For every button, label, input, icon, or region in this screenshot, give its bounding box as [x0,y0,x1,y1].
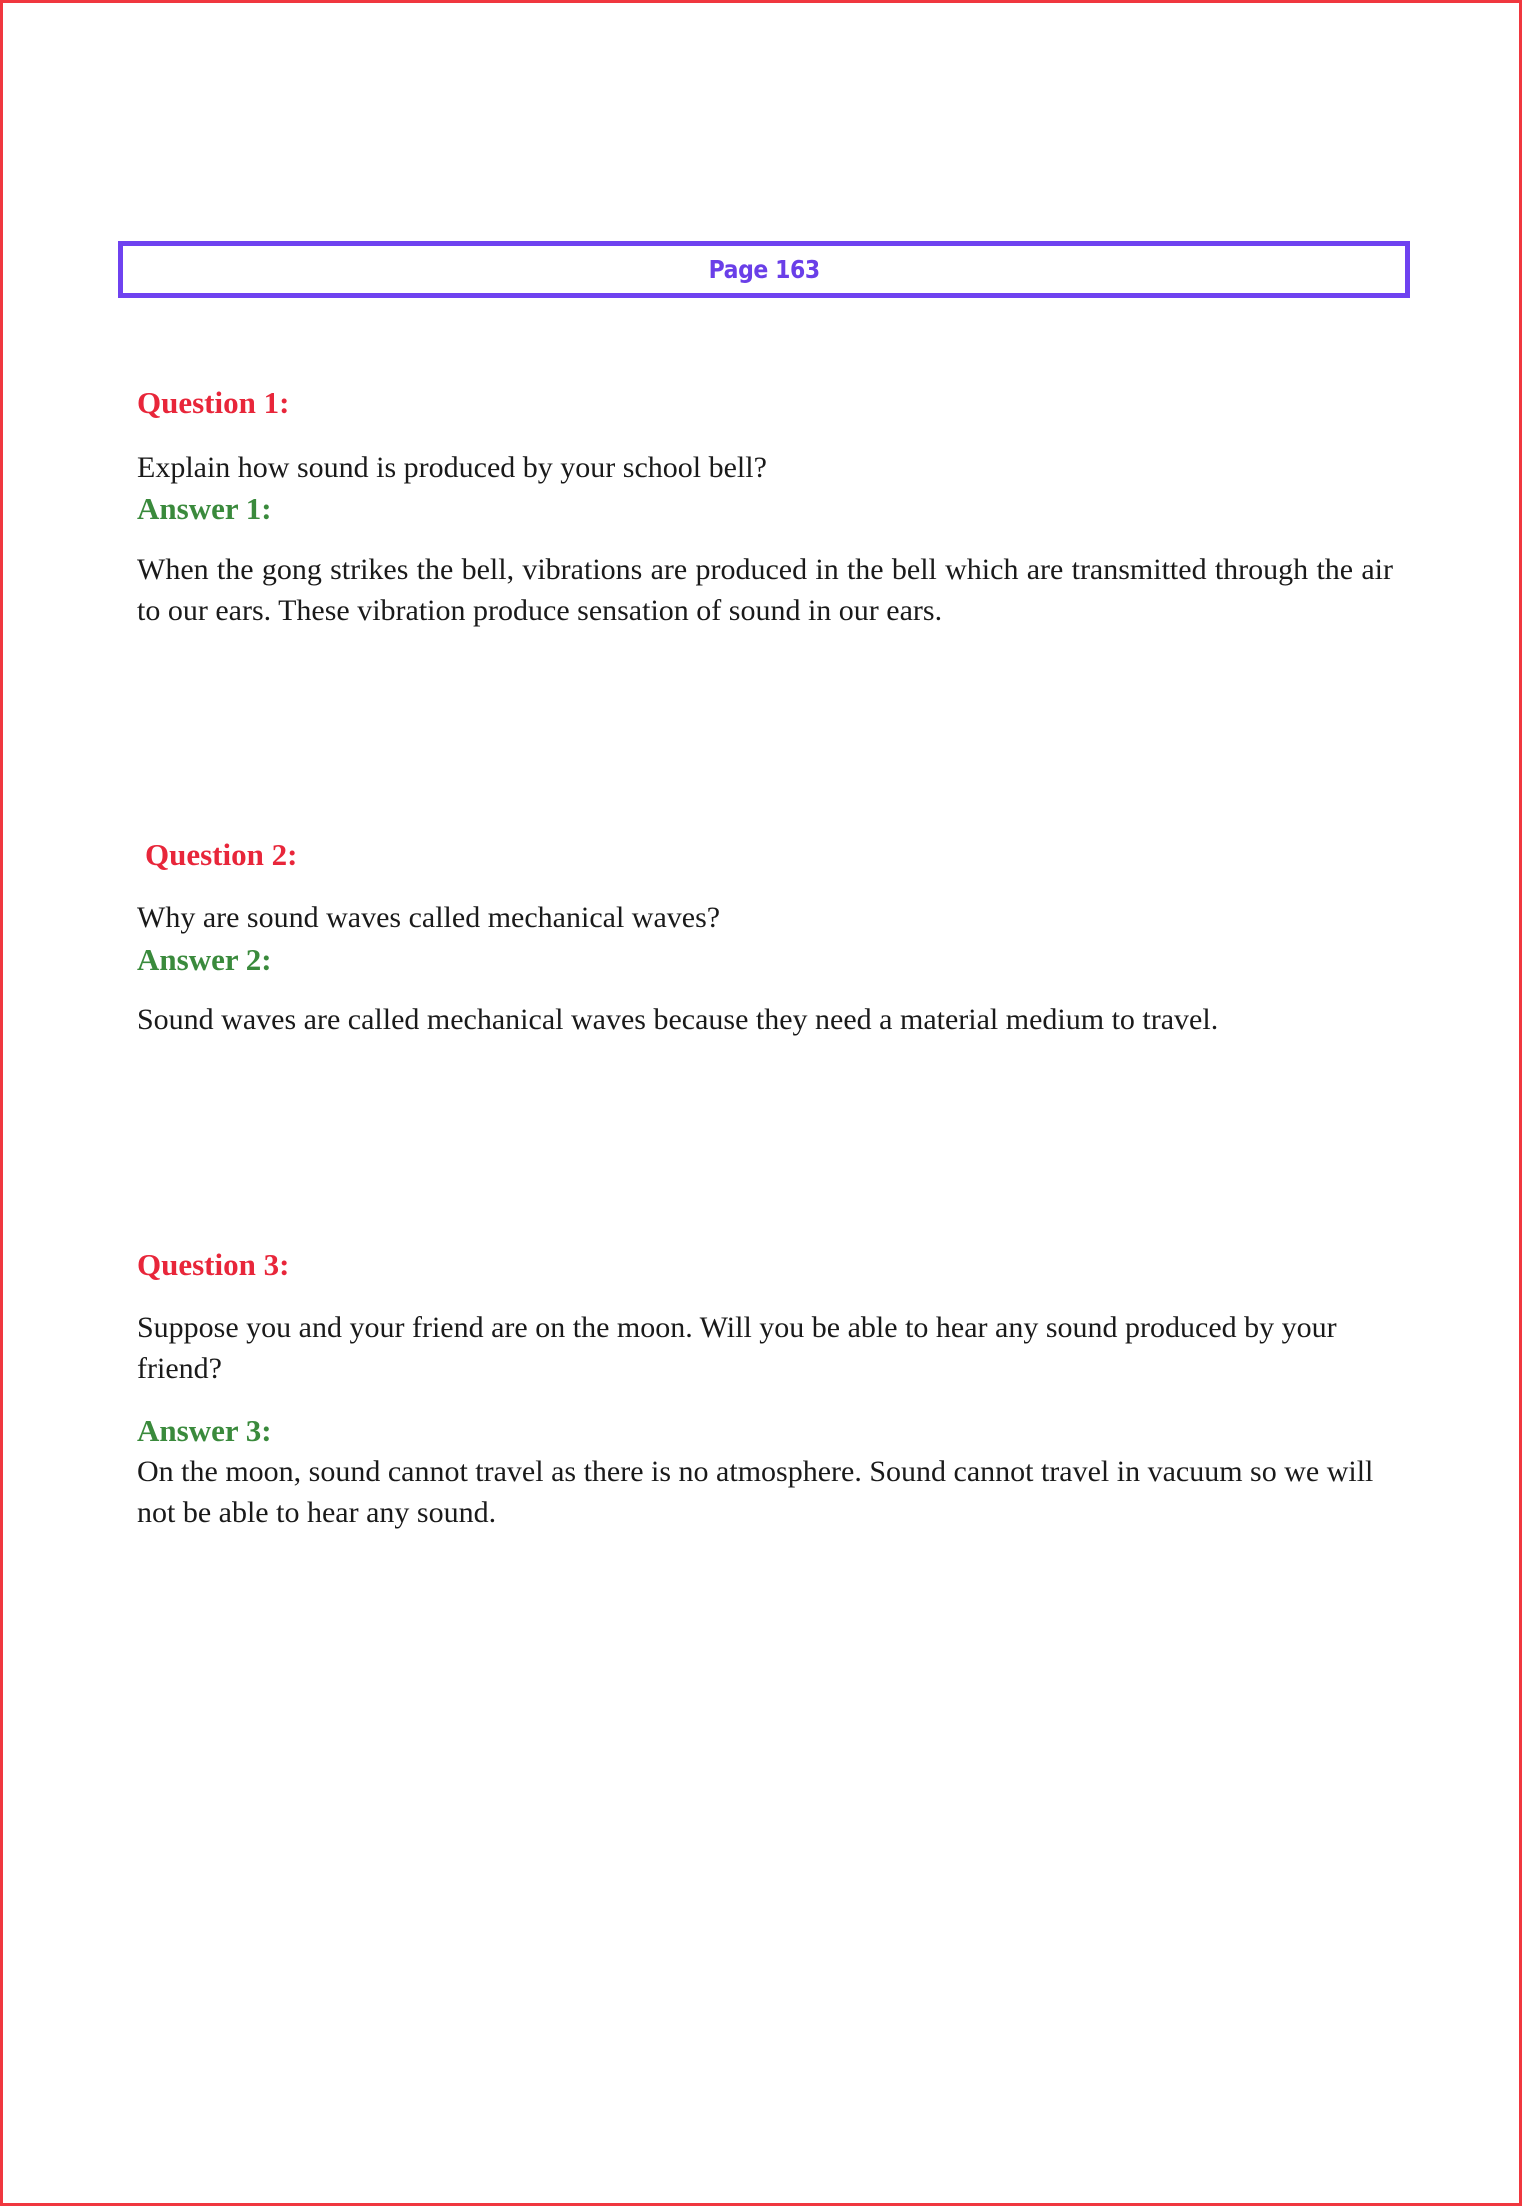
question-2-text: Why are sound waves called mechanical waves? [137,901,721,934]
page-number-label: Page 163 [708,255,820,284]
question-3-label: Question 3: [137,1247,290,1282]
question-3-text: Suppose you and your friend are on the moon. Will you be able to hear any sound produced by your friend? [137,1311,1337,1385]
answer-2-text: Sound waves are called mechanical waves because they need a material medium to travel. [137,1003,1219,1036]
question-1-text: Explain how sound is produced by your school bell? [137,451,767,484]
question-2-label: Question 2: [145,837,298,872]
page-number-header [118,241,1410,298]
answer-3-label: Answer 3: [137,1413,272,1448]
answer-3-text: On the moon, sound cannot travel as there is no atmosphere. Sound cannot travel in vacuum so we will not be able to hear any sound. [137,1455,1374,1529]
answer-2-label: Answer 2: [137,942,272,977]
answer-1-label: Answer 1: [137,491,272,526]
answer-1-text: When the gong strikes the bell, vibrations are produced in the bell which are transmitted through the air to our ears. These vibration produce sensation of sound in our ears. [137,553,1393,627]
question-1-label: Question 1: [137,385,290,420]
